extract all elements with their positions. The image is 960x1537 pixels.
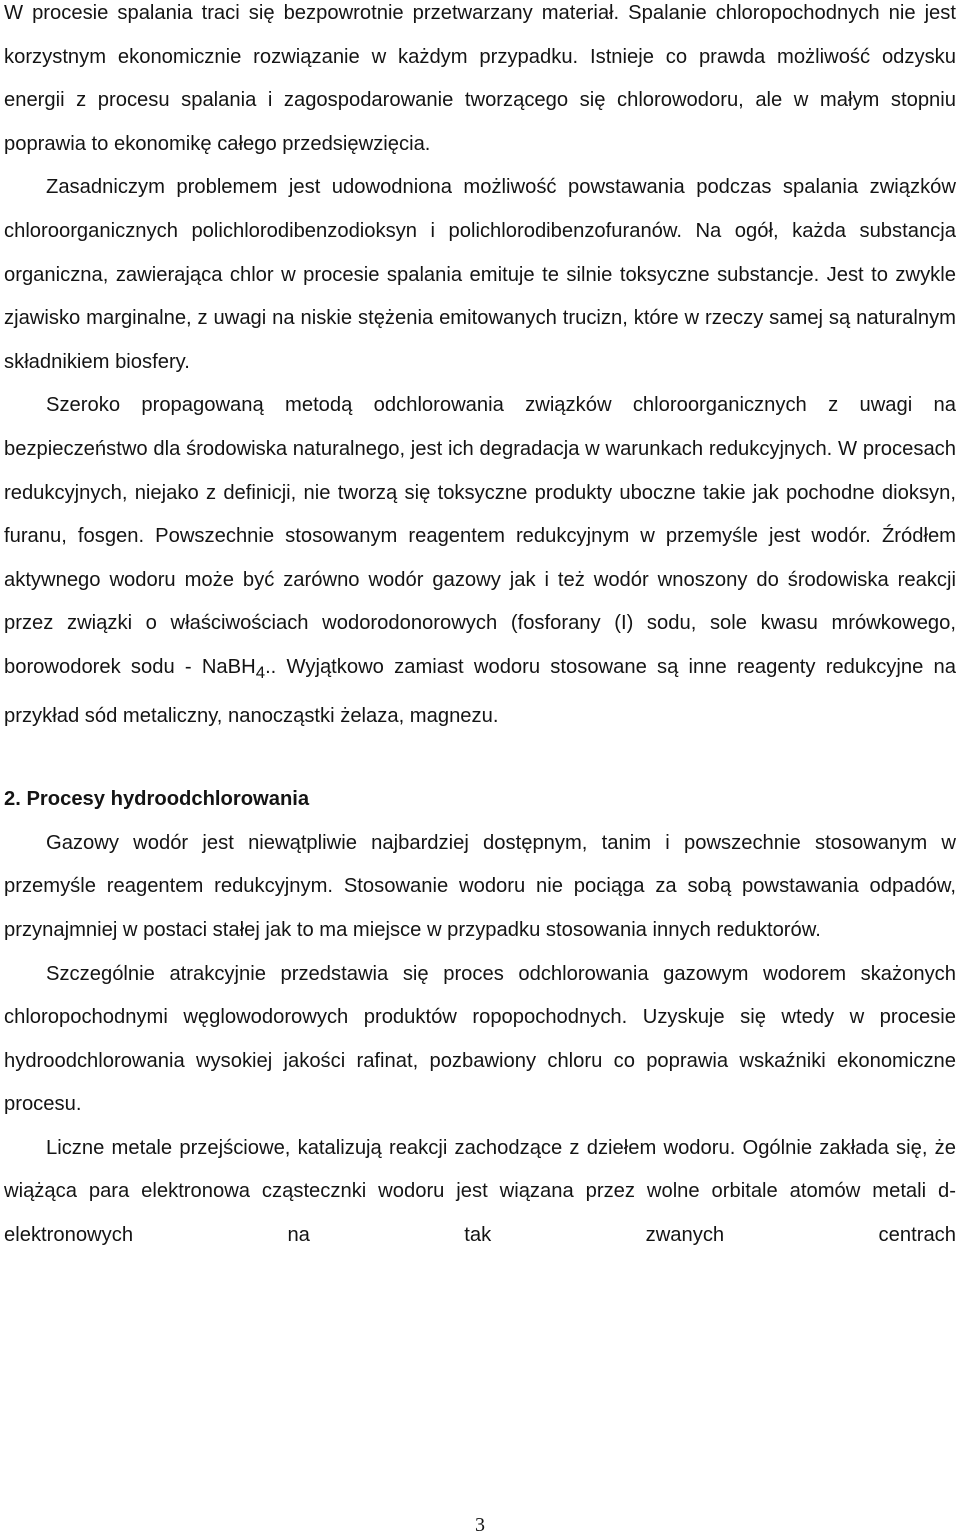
section-spacer [4, 738, 956, 778]
formula-subscript: 4 [255, 662, 266, 682]
section-heading: 2. Procesy hydroodchlorowania [4, 788, 310, 811]
paragraph-text-after-formula: .. Wyjątkowo zamiast wodoru stosowane są inne reagenty redukcyjne na przykład sód metaliczny, nanocząstki żelaza, magnezu. [4, 655, 956, 727]
paragraph-hydrodechlorination-refinate: Szczególnie atrakcyjnie przedstawia się proces odchlorowania gazowym wodorem skażonych chloropochodnymi węglowodorowych produktów ropopochodnych. Uzyskuje się wtedy w procesie hydroodchlorowania wysokiej jakości rafinat, pozbawiony chloru co poprawia wskaźniki ekonomiczne procesu. [4, 962, 956, 1116]
paragraph-reductive-dechlorination [4, 384, 956, 738]
document-page [4, 0, 956, 1258]
paragraph-dioxin-problem: Zasadniczym problemem jest udowodniona możliwość powstawania podczas spalania związków chloroorganicznych polichlorodibenzodioksyn i polichlorodibenzofuranów. Na ogół, każda substancja organiczna, zawierająca chlor w procesie spalania emituje te silnie toksyczne substancje. Jest to zwykle zjawisko marginalne, z uwagi na niskie stężenia emitowanych trucizn, które w rzeczy samej są naturalnym składnikiem biosfery. [4, 176, 956, 373]
paragraph-transition-metals: Liczne metale przejściowe, katalizują reakcji zachodzące z dziełem wodoru. Ogólnie zakłada się, że wiążąca para elektronowa cząstecznki wodoru jest wiązana przez wolne orbitale atomów metali d-elektronowych na tak zwanych centrach [4, 1136, 956, 1247]
page-number: 3 [475, 1514, 485, 1536]
paragraph-hydrogen-gas: Gazowy wodór jest niewątpliwie najbardziej dostępnym, tanim i powszechnie stosowanym w przemyśle reagentem redukcyjnym. Stosowanie wodoru nie pociąga za sobą powstawania odpadów, przynajmniej w postaci stałej jak to ma miejsce w przypadku stosowania innych reduktorów. [4, 831, 956, 941]
paragraph-text-before-formula: Szeroko propagowaną metodą odchlorowania związków chloroorganicznych z uwagi na bezpieczeństwo dla środowiska naturalnego, jest ich degradacja w warunkach redukcyjnych. W procesach redukcyjnych, niejako z definicji, nie tworzą się toksyczne produkty uboczne takie jak pochodne dioksyn, furanu, fosgen. Powszechnie stosowanym reagentem redukcyjnym w przemyśle jest wodór. Źródłem aktywnego wodoru może być zarówno wodór gazowy jak i też wodór wnoszony do środowiska reakcji przez związki o właściwościach wodorodonorowych (fosforany (I) sodu, sole kwasu mrówkowego, borowodorek sodu - NaBH [4, 394, 956, 678]
paragraph-combustion-loss: W procesie spalania traci się bezpowrotnie przetwarzany materiał. Spalanie chloropochodnych nie jest korzystnym ekonomicznie rozwiązanie w każdym przypadku. Istnieje co prawda możliwość odzysku energii z procesu spalania i zagospodarowanie tworzącego się chlorowodoru, ale w małym stopniu poprawia to ekonomikę całego przedsięwzięcia. [4, 2, 956, 155]
